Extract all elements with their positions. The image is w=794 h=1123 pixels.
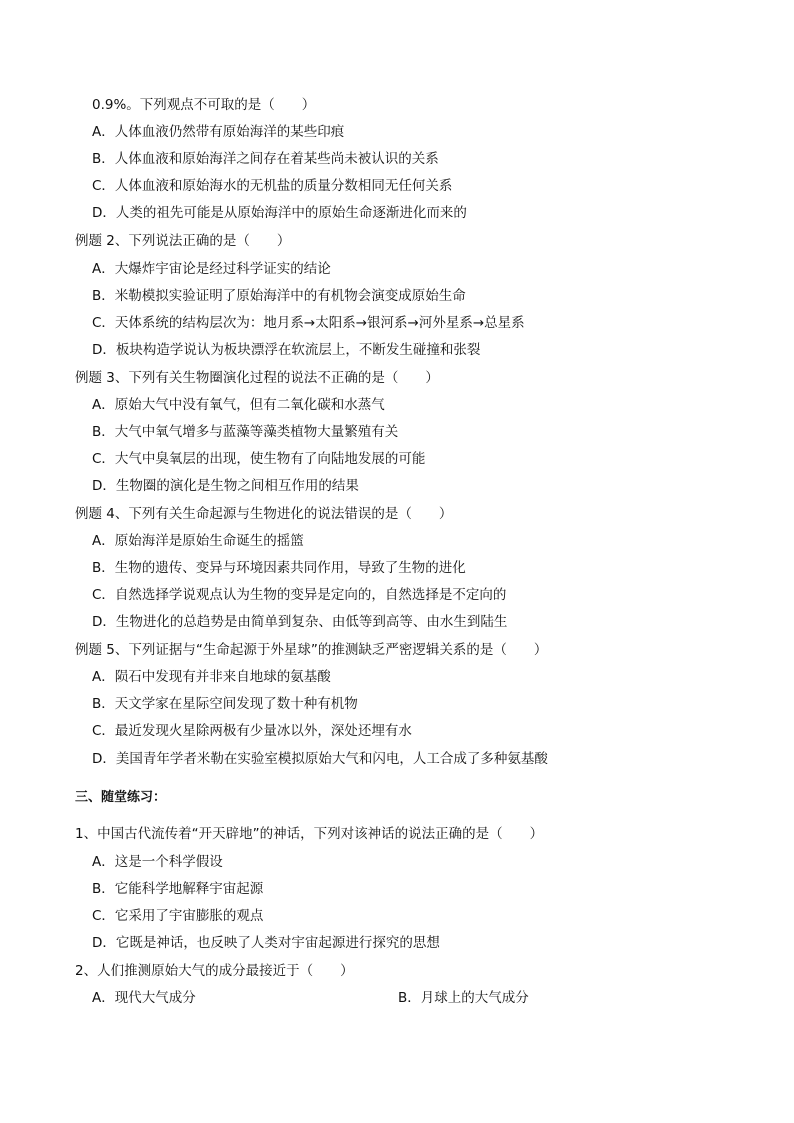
- option-d: D．板块构造学说认为板块漂浮在软流层上，不断发生碰撞和张裂: [92, 342, 481, 358]
- option-d: D．生物进化的总趋势是由简单到复杂、由低等到高等、由水生到陆生: [92, 614, 508, 630]
- example-2-stem: 例题 2、下列说法正确的是（ ）: [75, 233, 291, 249]
- example-4-stem: 例题 4、下列有关生命起源与生物进化的说法错误的是（ ）: [75, 506, 453, 522]
- example-5-stem: 例题 5、下列证据与“生命起源于外星球”的推测缺乏严密逻辑关系的是（ ）: [75, 642, 548, 658]
- option-b: B．生物的遗传、变异与环境因素共同作用，导致了生物的进化: [92, 560, 466, 576]
- option-c: C．天体系统的结构层次为：地月系→太阳系→银河系→河外星系→总星系: [92, 315, 525, 331]
- section-title: 三、随堂练习：: [75, 790, 167, 805]
- option-d: D．人类的祖先可能是从原始海洋中的原始生命逐渐进化而来的: [92, 205, 467, 221]
- option-a: A．这是一个科学假设: [92, 854, 223, 870]
- option-b: B．米勒模拟实验证明了原始海洋中的有机物会演变成原始生命: [92, 288, 466, 304]
- option-c: C．它采用了宇宙膨胀的观点: [92, 908, 264, 924]
- option-c: C．自然选择学说观点认为生物的变异是定向的，自然选择是不定向的: [92, 587, 507, 603]
- practice-2-stem: 2、人们推测原始大气的成分最接近于（ ）: [75, 963, 354, 979]
- option-a: A．原始大气中没有氧气，但有二氧化碳和水蒸气: [92, 397, 385, 413]
- example-3-stem: 例题 3、下列有关生物圈演化过程的说法不正确的是（ ）: [75, 370, 439, 386]
- question-continuation: 0.9%。下列观点不可取的是（ ）: [92, 97, 316, 113]
- option-a: A．原始海洋是原始生命诞生的摇篮: [92, 533, 304, 549]
- option-a: A．陨石中发现有并非来自地球的氨基酸: [92, 669, 331, 685]
- option-c: C．大气中臭氧层的出现，使生物有了向陆地发展的可能: [92, 451, 426, 467]
- option-b: B．大气中氧气增多与蓝藻等藻类植物大量繁殖有关: [92, 424, 399, 440]
- option-b: B．月球上的大气成分: [398, 990, 529, 1006]
- option-a: A．现代大气成分: [92, 990, 196, 1006]
- option-b: B．天文学家在星际空间发现了数十种有机物: [92, 696, 358, 712]
- option-b: B．人体血液和原始海洋之间存在着某些尚未被认识的关系: [92, 151, 439, 167]
- option-d: D．美国青年学者米勒在实验室模拟原始大气和闪电，人工合成了多种氨基酸: [92, 751, 548, 767]
- option-c: C．最近发现火星除两极有少量冰以外，深处还埋有水: [92, 723, 412, 739]
- option-d: D．它既是神话，也反映了人类对宇宙起源进行探究的思想: [92, 935, 440, 951]
- practice-1-stem: 1、中国古代流传着“开天辟地”的神话，下列对该神话的说法正确的是（ ）: [75, 826, 544, 842]
- option-b: B．它能科学地解释宇宙起源: [92, 881, 264, 897]
- option-a: A．人体血液仍然带有原始海洋的某些印痕: [92, 124, 345, 140]
- option-c: C．人体血液和原始海水的无机盐的质量分数相同无任何关系: [92, 178, 453, 194]
- option-d: D．生物圈的演化是生物之间相互作用的结果: [92, 478, 359, 494]
- option-a: A．大爆炸宇宙论是经过科学证实的结论: [92, 261, 331, 277]
